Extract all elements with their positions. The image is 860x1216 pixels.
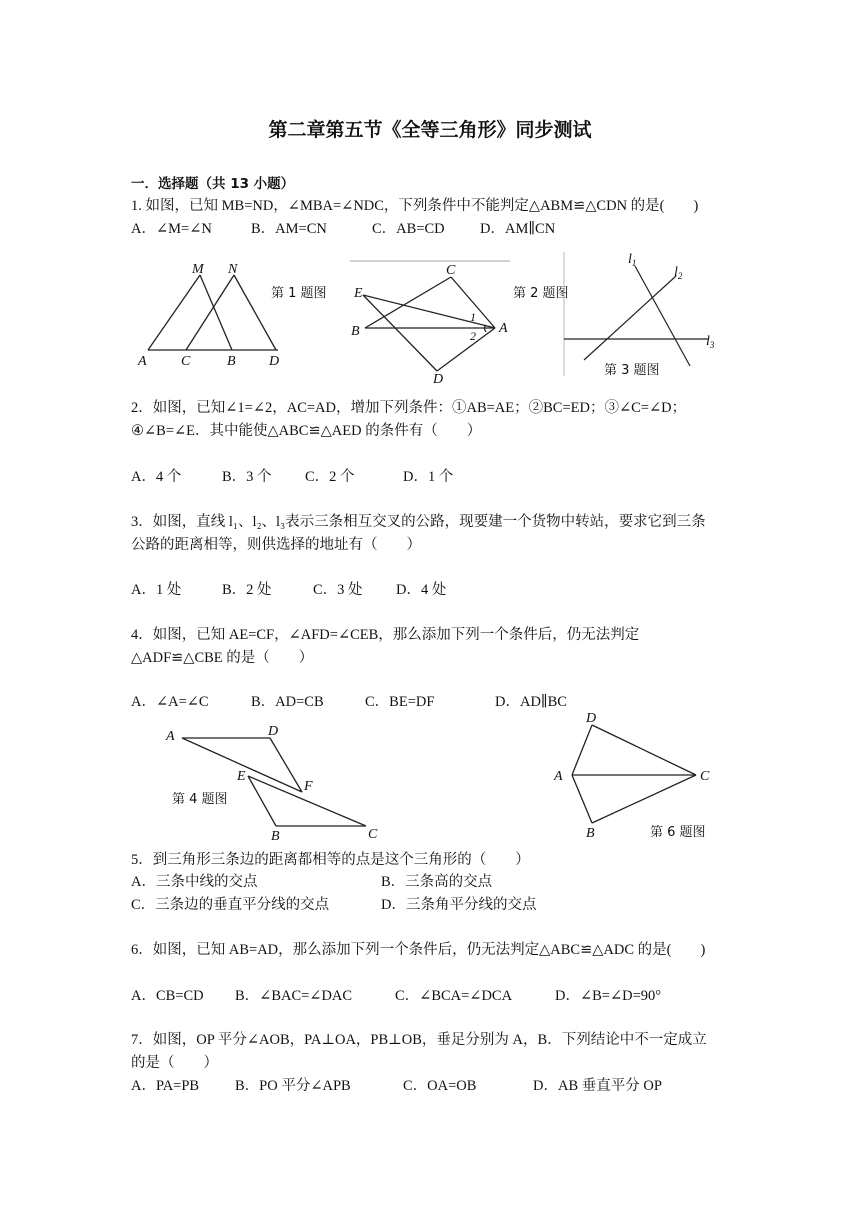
q3-option-d: D．4 处 <box>396 582 447 598</box>
fig1-label-c: C <box>181 354 191 369</box>
fig2-label-a: A <box>499 321 508 336</box>
fig1-caption: 第 1 题图 <box>271 286 327 301</box>
q2-option-c: C．2 个 <box>305 469 355 485</box>
fig4-label-c: C <box>368 827 378 842</box>
fig4-caption: 第 4 题图 <box>172 792 228 807</box>
q1-stem: 1. 如图，已知 MB=ND，∠MBA=∠NDC，下列条件中不能判定△ABM≌△CDN 的是( ) <box>131 198 699 214</box>
q6-option-c: C．∠BCA=∠DCA <box>395 988 513 1004</box>
fig2-label-b: B <box>351 324 360 339</box>
fig4-label-b: B <box>271 829 280 844</box>
fig2-caption: 第 2 题图 <box>513 286 569 301</box>
fig6-label-c: C <box>700 769 710 784</box>
fig4-label-e: E <box>237 769 246 784</box>
q4-option-a: A．∠A=∠C <box>131 694 209 710</box>
figure-2 <box>345 255 585 390</box>
fig3-label-l1: $l_1$ <box>628 252 637 268</box>
q4-line1: 4．如图，已知 AE=CF，∠AFD=∠CEB，那么添加下列一个条件后，仍无法判定 <box>131 627 640 643</box>
q1-option-b: B．AM=CN <box>251 221 327 237</box>
q3-line1: 3．如图，直线 l₁、l₂、l₃表示三条相互交叉的公路，现要建一个货物中转站，要求它到三条 <box>131 514 706 530</box>
q7-option-a: A．PA=PB <box>131 1078 200 1094</box>
q6-option-d: D．∠B=∠D=90° <box>555 988 662 1004</box>
q6-stem: 6．如图，已知 AB=AD，那么添加下列一个条件后，仍无法判定△ABC≌△ADC 的是( ) <box>131 942 706 958</box>
fig2-angle-1: 1 <box>470 310 476 324</box>
fig2-label-c: C <box>446 263 456 278</box>
fig1-label-d: D <box>269 354 280 369</box>
fig6-label-a: A <box>554 769 563 784</box>
fig4-label-f: F <box>304 779 313 794</box>
fig2-angle-2: 2 <box>470 329 476 343</box>
q5-stem: 5．到三角形三条边的距离都相等的点是这个三角形的（ ） <box>131 852 530 868</box>
fig2-label-d: D <box>433 372 444 387</box>
page-title: 第二章第五节《全等三角形》同步测试 <box>268 119 592 141</box>
fig4-label-a: A <box>166 729 175 744</box>
q3-option-c: C．3 处 <box>313 582 363 598</box>
q7-option-d: D．AB 垂直平分 OP <box>533 1078 662 1094</box>
q7-line1: 7．如图，OP 平分∠AOB，PA⊥OA，PB⊥OB，垂足分别为 A，B．下列结论中不一定成立 <box>131 1032 707 1048</box>
section-heading: 一．选择题（共 13 小题） <box>131 176 295 192</box>
fig2-label-e: E <box>354 286 363 301</box>
fig3-label-l3: $l_3$ <box>706 334 715 350</box>
fig6-label-d: D <box>586 711 597 726</box>
q1-option-a: A．∠M=∠N <box>131 221 212 237</box>
q4-line2: △ADF≌△CBE 的是（ ） <box>131 650 314 666</box>
q3-option-b: B．2 处 <box>222 582 272 598</box>
q7-option-b: B．PO 平分∠APB <box>235 1078 351 1094</box>
q6-option-a: A．CB=CD <box>131 988 204 1004</box>
q4-option-b: B．AD=CB <box>251 694 324 710</box>
q7-option-c: C．OA=OB <box>403 1078 477 1094</box>
fig1-label-a: A <box>138 354 147 369</box>
fig1-label-b: B <box>227 354 236 369</box>
q5-option-a: A．三条中线的交点 <box>131 874 258 890</box>
fig1-label-n: N <box>228 262 238 277</box>
q2-line2: ④∠B=∠E．其中能使△ABC≌△AED 的条件有（ ） <box>131 423 482 439</box>
q4-option-d: D．AD∥BC <box>495 694 567 710</box>
figure-6 <box>550 705 750 850</box>
q5-option-c: C．三条边的垂直平分线的交点 <box>131 897 330 913</box>
fig3-caption: 第 3 题图 <box>604 363 660 378</box>
q3-option-a: A．1 处 <box>131 582 182 598</box>
q2-option-b: B．3 个 <box>222 469 272 485</box>
figure-1 <box>130 255 340 380</box>
fig3-label-l2: $l_2$ <box>674 265 683 281</box>
q2-option-d: D．1 个 <box>403 469 454 485</box>
q1-option-c: C．AB=CD <box>372 221 445 237</box>
q3-line2: 公路的距离相等，则供选择的地址有（ ） <box>131 537 421 553</box>
q1-option-d: D．AM∥CN <box>480 221 556 237</box>
figure-4 <box>160 718 400 853</box>
q4-option-c: C．BE=DF <box>365 694 435 710</box>
figure-3 <box>560 248 730 388</box>
fig1-label-m: M <box>192 262 204 277</box>
q5-option-d: D．三条角平分线的交点 <box>381 897 537 913</box>
q2-line1: 2．如图，已知∠1=∠2，AC=AD，增加下列条件：①AB=AE；②BC=ED；③∠C=∠D； <box>131 400 687 416</box>
q6-option-b: B．∠BAC=∠DAC <box>235 988 353 1004</box>
fig6-label-b: B <box>586 826 595 841</box>
q2-option-a: A．4 个 <box>131 469 182 485</box>
q5-option-b: B．三条高的交点 <box>381 874 493 890</box>
q7-line2: 的是（ ） <box>131 1055 218 1071</box>
fig4-label-d: D <box>268 724 279 739</box>
fig6-caption: 第 6 题图 <box>650 825 706 840</box>
